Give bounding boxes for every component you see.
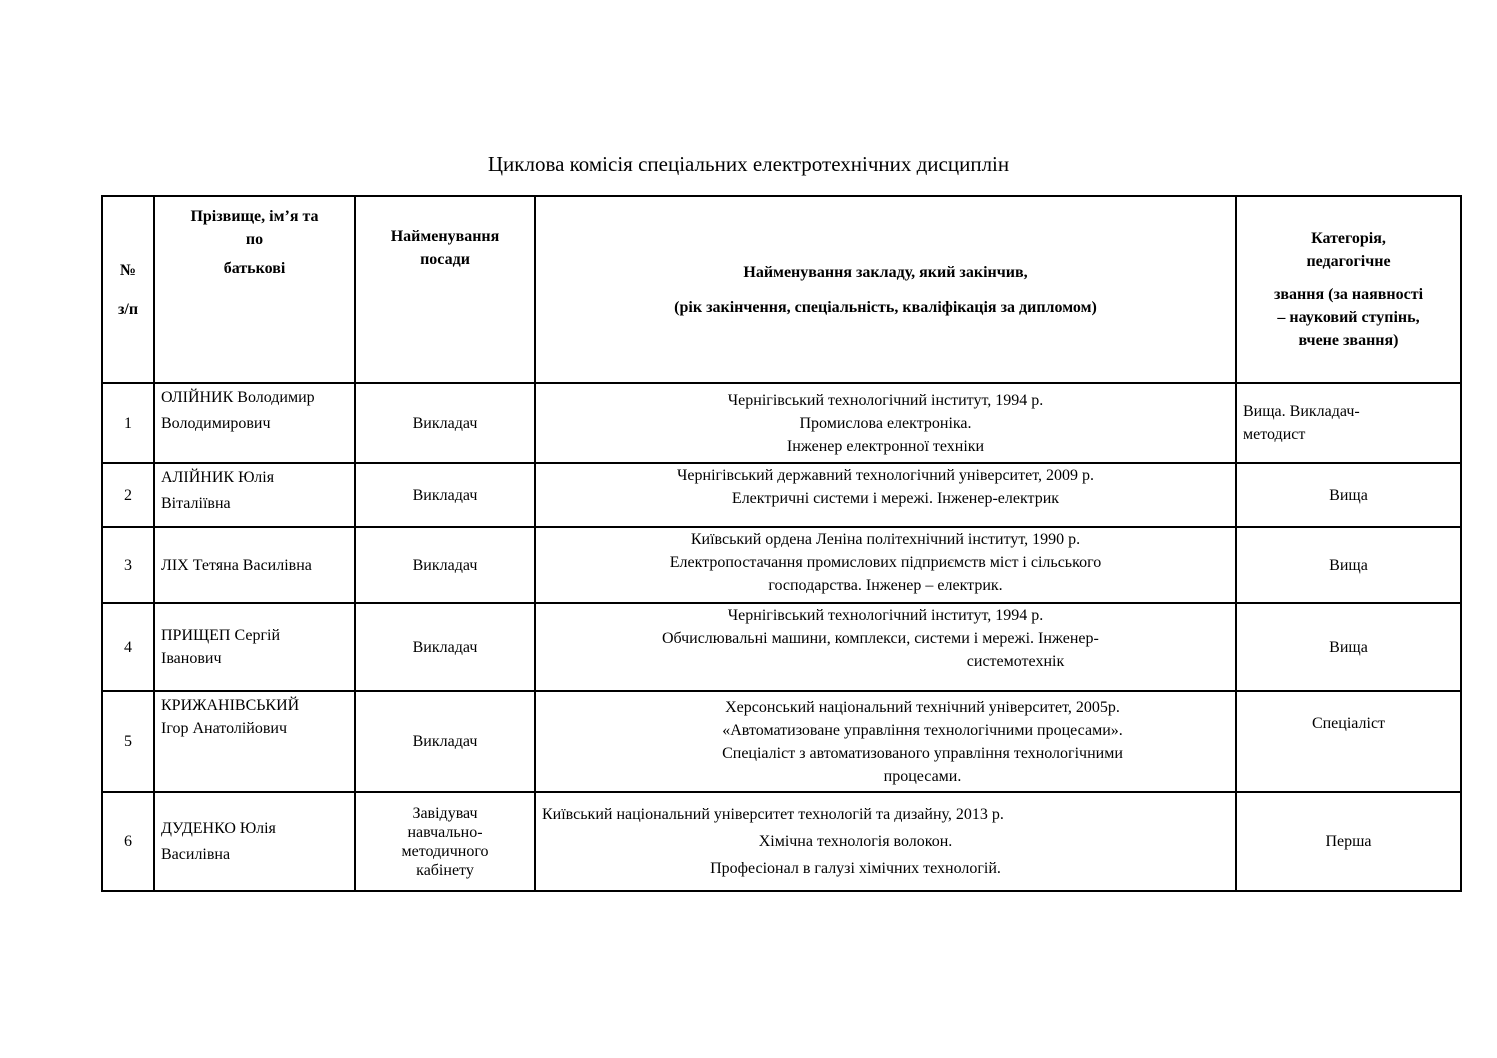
row-name: ЛІХ Тетяна Василівна xyxy=(154,527,355,603)
row-category: Вища xyxy=(1236,527,1461,603)
row-education: Чернігівський технологічний інститут, 1994 р. Промислова електроніка. Інженер електронної техніки xyxy=(535,383,1236,463)
row-name: АЛІЙНИК Юлія Віталіївна xyxy=(154,463,355,527)
row-num: 1 xyxy=(102,383,154,463)
header-position: Найменування посади xyxy=(355,196,535,383)
header-num: № з/п xyxy=(102,196,154,383)
row-position: Викладач xyxy=(355,383,535,463)
row-position: Викладач xyxy=(355,527,535,603)
row-category: Спеціаліст xyxy=(1236,691,1461,792)
row-education: Київський ордена Леніна політехнічний інститут, 1990 р. Електропостачання промислових підприємств міст і сільського господарства. Інженер – електрик. xyxy=(535,527,1236,603)
row-name: КРИЖАНІВСЬКИЙ Ігор Анатолійович xyxy=(154,691,355,792)
header-category: Категорія, педагогічне звання (за наявності – науковий ступінь, вчене звання) xyxy=(1236,196,1461,383)
row-category: Перша xyxy=(1236,792,1461,891)
row-category: Вища. Викладач- методист xyxy=(1236,383,1461,463)
table-row xyxy=(102,691,1461,792)
table-row xyxy=(102,603,1461,691)
page-title: Циклова комісія спеціальних електротехнічних дисциплін xyxy=(487,152,1010,176)
row-category: Вища xyxy=(1236,603,1461,691)
row-num: 6 xyxy=(102,792,154,891)
header-name: Прізвище, ім’я та по батькові xyxy=(154,196,355,383)
row-position: Завідувач навчально- методичного кабінету xyxy=(355,792,535,891)
table-row xyxy=(102,527,1461,603)
row-num: 2 xyxy=(102,463,154,527)
table-header-row xyxy=(102,196,1461,383)
row-category: Вища xyxy=(1236,463,1461,527)
table-row xyxy=(102,463,1461,527)
header-education: Найменування закладу, який закінчив, (рік закінчення, спеціальність, кваліфікація за дипломом) xyxy=(535,196,1236,383)
row-name: ДУДЕНКО Юлія Василівна xyxy=(154,792,355,891)
row-education: Київський національний університет технологій та дизайну, 2013 р. Хімічна технологія волокон. Професіонал в галузі хімічних технологій. xyxy=(535,792,1236,891)
row-num: 5 xyxy=(102,691,154,792)
row-education: Чернігівський технологічний інститут, 1994 р. Обчислювальні машини, комплекси, системи і мережі. Інженер- системотехнік xyxy=(535,603,1236,691)
table-row xyxy=(102,792,1461,891)
row-education: Чернігівський державний технологічний університет, 2009 р. Електричні системи і мережі. Інженер-електрик xyxy=(535,463,1236,527)
row-num: 4 xyxy=(102,603,154,691)
row-name: ПРИЩЕП Сергій Іванович xyxy=(154,603,355,691)
row-position: Викладач xyxy=(355,603,535,691)
row-num: 3 xyxy=(102,527,154,603)
table-row xyxy=(102,383,1461,463)
row-position: Викладач xyxy=(355,463,535,527)
staff-table xyxy=(101,195,1462,892)
row-name: ОЛІЙНИК Володимир Володимирович xyxy=(154,383,355,463)
row-education: Херсонський національний технічний університет, 2005р. «Автоматизоване управління технологічними процесами». Спеціаліст з автоматизованого управління технологічними процесами. xyxy=(535,691,1236,792)
row-position: Викладач xyxy=(355,691,535,792)
